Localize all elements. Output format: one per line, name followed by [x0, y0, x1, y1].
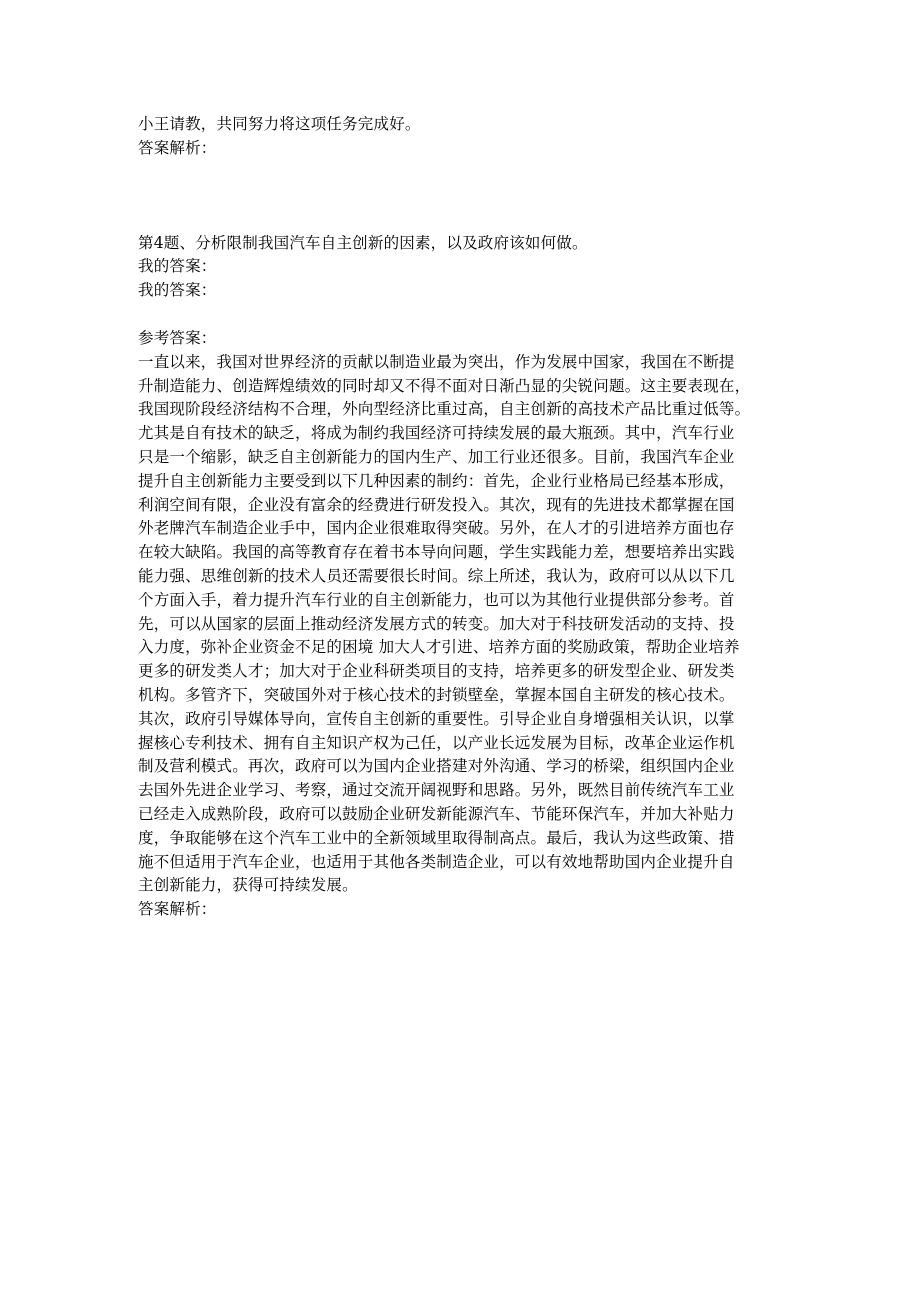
answer-line: 已经走入成熟阶段，政府可以鼓励企业研发新能源汽车、节能环保汽车，并加大补贴力: [138, 804, 735, 823]
answer-line: 施不但适用于汽车企业，也适用于其他各类制造企业，可以有效地帮助国内企业提升自: [138, 852, 735, 871]
spacer: [138, 303, 793, 327]
answer-line: 更多的研发类人才；加大对于企业科研类项目的支持，培养更多的研发型企业、研发类: [138, 662, 735, 681]
document-page: [138, 113, 793, 922]
answer-line: 利润空间有限，企业没有富余的经费进行研发投入。其次，现有的先进技术都掌握在国: [138, 495, 735, 514]
answer-line: 升制造能力、创造辉煌绩效的同时却又不得不面对日渐凸显的尖锐问题。这主要表现在，: [138, 376, 751, 395]
answer-line: 主创新能力，获得可持续发展。: [138, 876, 358, 895]
answer-line: 入力度，弥补企业资金不足的困境 加大人才引进、培养方面的奖励政策，帮助企业培养: [138, 638, 740, 657]
answer-line: 外老牌汽车制造企业手中，国内企业很难取得突破。另外，在人才的引进培养方面也存: [138, 519, 735, 538]
reference-answer-body: [138, 351, 793, 898]
answer-line: 能力强、思维创新的技术人员还需要很长时间。综上所述，我认为，政府可以从以下几: [138, 566, 735, 585]
answer-line: 我国现阶段经济结构不合理，外向型经济比重过高，自主创新的高技术产品比重过低等。: [138, 400, 751, 419]
question-title: 第4题、分析限制我国汽车自主创新的因素，以及政府该如何做。: [138, 233, 588, 252]
answer-line: 去国外先进企业学习、考察，通过交流开阔视野和思路。另外，既然目前传统汽车工业: [138, 781, 735, 800]
analysis-label: 答案解析：: [138, 138, 217, 157]
answer-line: 其次，政府引导媒体导向，宣传自主创新的重要性。引导企业自身增强相关认识，以掌: [138, 709, 735, 728]
answer-line: 提升自主创新能力主要受到以下几种因素的制约：首先，企业行业格局已经基本形成，: [138, 471, 735, 490]
answer-line: 制及营利模式。再次，政府可以为国内企业搭建对外沟通、学习的桥梁，组织国内企业: [138, 757, 735, 776]
answer-line: 一直以来，我国对世界经济的贡献以制造业最为突出，作为发展中国家，我国在不断提: [138, 352, 735, 371]
answer-line: 个方面入手，着力提升汽车行业的自主创新能力，也可以为其他行业提供部分参考。首: [138, 590, 735, 609]
answer-line: 只是一个缩影，缺乏自主创新能力的国内生产、加工行业还很多。目前，我国汽车企业: [138, 447, 735, 466]
previous-answer-continuation: 小王请教，共同努力将这项任务完成好。: [138, 115, 421, 133]
answer-line: 度，争取能够在这个汽车工业中的全新领域里取得制高点。最后，我认为这些政策、措: [138, 828, 735, 847]
answer-line: 尤其是自有技术的缺乏，将成为制约我国经济可持续发展的最大瓶颈。其中，汽车行业: [138, 424, 735, 443]
my-answer-label: 我的答案：: [138, 257, 217, 276]
my-answer-label: 我的答案：: [138, 281, 217, 300]
spacer: [138, 161, 793, 232]
reference-answer-label: 参考答案：: [138, 328, 217, 347]
answer-line: 机构。多管齐下，突破国外对于核心技术的封锁壁垒，掌握本国自主研发的核心技术。: [138, 685, 735, 704]
answer-line: 先，可以从国家的层面上推动经济发展方式的转变。加大对于科技研发活动的支持、投: [138, 614, 735, 633]
analysis-label: 答案解析：: [138, 900, 217, 919]
answer-line: 握核心专利技术、拥有自主知识产权为己任，以产业长远发展为目标，改革企业运作机: [138, 733, 735, 752]
answer-line: 在较大缺陷。我国的高等教育存在着书本导向问题，学生实践能力差，想要培养出实践: [138, 543, 735, 562]
